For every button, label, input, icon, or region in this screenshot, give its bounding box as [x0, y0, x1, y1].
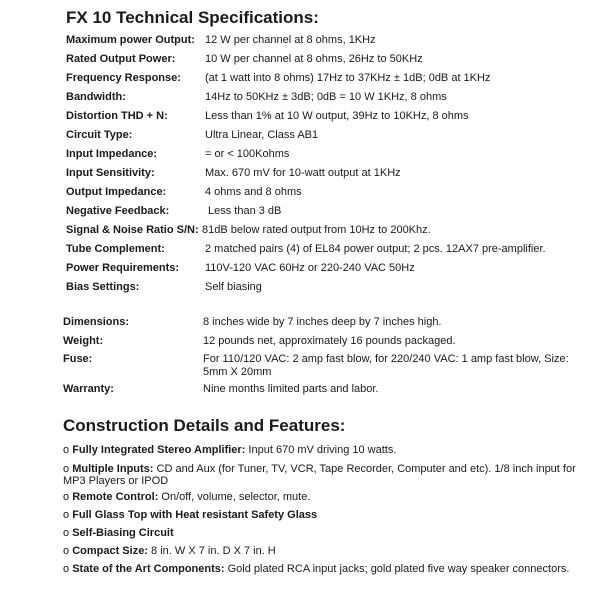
phys-row-weight: [63, 335, 588, 349]
feature-text: CD and Aux (for Tuner, TV, VCR, Tape Recorder, Computer and etc). 1/8 inch input for MP3 Players or IPOD: [63, 463, 576, 487]
spec-row-input-sensitivity: [66, 165, 586, 181]
spec-row-rated-output: [66, 51, 586, 67]
feature-item-stereo-amplifier: [63, 444, 590, 456]
feature-item-components: [63, 563, 590, 575]
bullet-marker: o: [63, 545, 70, 557]
spec-label: Negative Feedback:: [66, 205, 170, 217]
feature-text: 8 in. W X 7 in. D X 7 in. H: [147, 545, 276, 557]
spec-label: Bias Settings:: [66, 281, 140, 293]
spec-value: 4 ohms and 8 ohms: [205, 186, 302, 198]
feature-text: On/off, volume, selector, mute.: [158, 491, 311, 503]
bullet-marker: o: [63, 491, 70, 503]
spec-label: Input Sensitivity:: [66, 167, 155, 179]
spec-row-bandwidth: [66, 89, 586, 105]
spec-row-negative-feedback: [66, 203, 586, 219]
feature-item-self-biasing: [63, 527, 590, 539]
spec-row-tube-complement: [66, 241, 586, 257]
feature-item-multiple-inputs: [63, 463, 590, 487]
spec-row-max-power: [66, 32, 586, 48]
features-title: Construction Details and Features:: [63, 416, 346, 435]
spec-label: Signal & Noise Ratio S/N:: [66, 224, 199, 236]
spec-label: Maximum power Output:: [66, 34, 195, 46]
spec-value: 10 W per channel at 8 ohms, 26Hz to 50KHz: [205, 53, 423, 65]
feature-item-glass-top: [63, 509, 590, 521]
spec-row-power-requirements: [66, 260, 586, 276]
spec-value: 81dB below rated output from 10Hz to 200Khz.: [202, 224, 431, 236]
feature-heading: Full Glass Top with Heat resistant Safety Glass: [72, 509, 318, 521]
bullet-marker: o: [63, 444, 70, 456]
page-title: FX 10 Technical Specifications:: [66, 8, 319, 27]
spec-row-distortion: [66, 108, 586, 124]
feature-heading: Multiple Inputs:: [72, 463, 154, 475]
bullet-marker: o: [63, 509, 70, 521]
feature-heading: State of the Art Components:: [72, 563, 225, 575]
bullet-marker: o: [63, 563, 70, 575]
spec-row-signal-noise: [66, 222, 586, 238]
phys-row-fuse: [63, 353, 588, 381]
phys-value: 8 inches wide by 7 inches deep by 7 inches high.: [203, 316, 442, 328]
feature-item-compact-size: [63, 545, 590, 557]
spec-row-bias-settings: [66, 279, 586, 295]
spec-value: 110V-120 VAC 60Hz or 220-240 VAC 50Hz: [205, 262, 415, 274]
bullet-marker: o: [63, 463, 70, 475]
spec-value: (at 1 watt into 8 ohms) 17Hz to 37KHz ± 1dB; 0dB at 1KHz: [205, 72, 491, 84]
phys-value: For 110/120 VAC: 2 amp fast blow, for 220/240 VAC: 1 amp fast blow, Size: 5mm X 20mm: [203, 353, 569, 378]
spec-label: Input Impedance:: [66, 148, 158, 160]
phys-value: Nine months limited parts and labor.: [203, 383, 379, 395]
spec-value: Self biasing: [205, 281, 262, 293]
spec-value: = or < 100Kohms: [205, 148, 290, 160]
feature-heading: Remote Control:: [72, 491, 159, 503]
bullet-marker: o: [63, 527, 70, 539]
spec-label: Circuit Type:: [66, 129, 133, 141]
feature-text: Gold plated RCA input jacks; gold plated five way speaker connectors.: [224, 563, 570, 575]
phys-row-warranty: [63, 383, 588, 397]
feature-text: Input 670 mV driving 10 watts.: [245, 444, 397, 456]
feature-heading: Fully Integrated Stereo Amplifier:: [72, 444, 246, 456]
spec-row-output-impedance: [66, 184, 586, 200]
phys-label: Weight:: [63, 335, 104, 347]
spec-value: 2 matched pairs (4) of EL84 power output; 2 pcs. 12AX7 pre-amplifier.: [205, 243, 546, 255]
phys-label: Fuse:: [63, 353, 93, 365]
spec-row-circuit-type: [66, 127, 586, 143]
feature-heading: Self-Biasing Circuit: [72, 527, 174, 539]
spec-label: Power Requirements:: [66, 262, 180, 274]
spec-label: Frequency Response:: [66, 72, 181, 84]
spec-label: Output Impedance:: [66, 186, 167, 198]
phys-row-dimensions: [63, 316, 588, 330]
spec-label: Tube Complement:: [66, 243, 165, 255]
spec-value: 12 W per channel at 8 ohms, 1KHz: [205, 34, 376, 46]
phys-value: 12 pounds net, approximately 16 pounds packaged.: [203, 335, 456, 347]
spec-label: Bandwidth:: [66, 91, 126, 103]
phys-label: Dimensions:: [63, 316, 130, 328]
spec-label: Rated Output Power:: [66, 53, 176, 65]
spec-label: Distortion THD + N:: [66, 110, 168, 122]
spec-value: Ultra Linear, Class AB1: [205, 129, 319, 141]
spec-value: 14Hz to 50KHz ± 3dB; 0dB = 10 W 1KHz, 8 ohms: [205, 91, 447, 103]
feature-heading: Compact Size:: [72, 545, 148, 557]
feature-item-remote-control: [63, 491, 590, 503]
phys-label: Warranty:: [63, 383, 114, 395]
spec-value: Less than 3 dB: [208, 205, 282, 217]
spec-row-input-impedance: [66, 146, 586, 162]
spec-value: Less than 1% at 10 W output, 39Hz to 10KHz, 8 ohms: [205, 110, 469, 122]
spec-row-frequency-response: [66, 70, 586, 86]
spec-value: Max. 670 mV for 10-watt output at 1KHz: [205, 167, 401, 179]
